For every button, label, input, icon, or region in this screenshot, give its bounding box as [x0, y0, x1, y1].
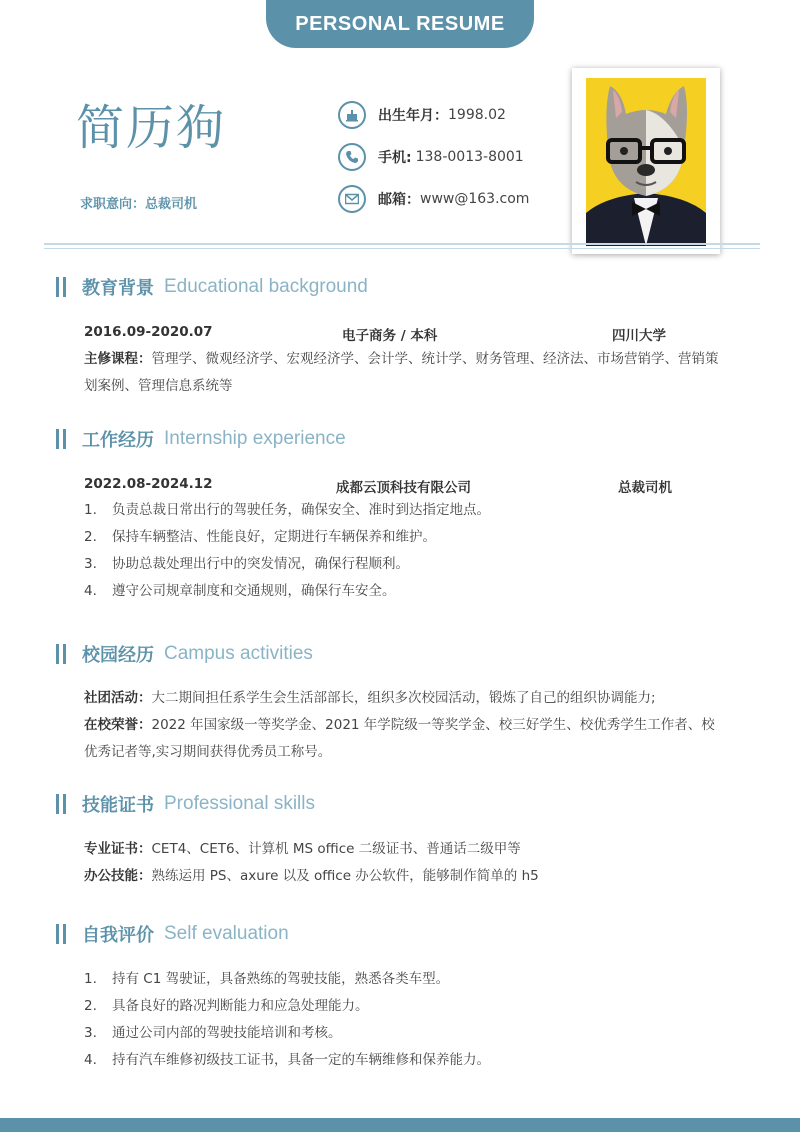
- section-bars-icon: [56, 644, 70, 664]
- contact-label: 邮箱：: [378, 192, 420, 208]
- candidate-name: 简历狗: [76, 100, 227, 156]
- education-row: [84, 324, 724, 344]
- list-item: 4. 遵守公司规章制度和交通规则，确保行车安全。: [84, 583, 396, 599]
- contact-value: www@163.com: [420, 191, 530, 207]
- education-major: 电子商务 / 本科: [342, 328, 438, 344]
- section-bars-icon: [56, 429, 70, 449]
- section-self-eval-header: [56, 921, 289, 947]
- list-item: 2. 具备良好的路况判断能力和应急处理能力。: [84, 998, 369, 1014]
- work-period: 2022.08-2024.12: [84, 476, 213, 492]
- job-intent: 求职意向：总裁司机: [80, 197, 198, 212]
- divider: [44, 243, 760, 245]
- list-item: 4. 持有汽车维修初级技工证书，具备一定的车辆维修和保养能力。: [84, 1052, 490, 1068]
- self-eval-list: [84, 966, 724, 1074]
- skills-office: [84, 863, 724, 890]
- section-title-cn: 校园经历: [82, 645, 154, 666]
- club-label: 社团活动：: [84, 690, 152, 706]
- honor-text: 2022 年国家级一等奖学金、2021 年学院级一等奖学金、校三好学生、校优秀学生工作者、校优秀记者等,实习期间获得优秀员工称号。: [84, 717, 715, 760]
- education-courses: [84, 346, 724, 400]
- list-item: 2. 保持车辆整洁、性能良好，定期进行车辆保养和维护。: [84, 529, 436, 545]
- contact-value: 1998.02: [448, 107, 506, 123]
- profile-photo-frame: [572, 68, 720, 254]
- divider: [44, 248, 760, 249]
- campus-honor: [84, 712, 724, 766]
- campus-club: [84, 685, 724, 712]
- section-title-cn: 自我评价: [82, 925, 154, 946]
- contact-label: 出生年月：: [378, 108, 448, 124]
- office-label: 办公技能：: [84, 868, 152, 884]
- section-campus-header: [56, 641, 313, 667]
- courses-label: 主修课程：: [84, 351, 152, 367]
- cert-text: CET4、CET6、计算机 MS office 二级证书、普通话二级甲等: [151, 841, 521, 857]
- club-text: 大二期间担任系学生会生活部部长，组织多次校园活动，锻炼了自己的组织协调能力;: [151, 690, 656, 706]
- contact-value: 138-0013-8001: [415, 149, 524, 165]
- list-item: 3. 协助总裁处理出行中的突发情况，确保行程顺利。: [84, 556, 409, 572]
- education-period: 2016.09-2020.07: [84, 324, 213, 340]
- section-education-header: [56, 274, 368, 300]
- contact-email: [338, 185, 529, 213]
- section-title-en: Professional skills: [164, 793, 315, 814]
- work-position: 总裁司机: [618, 480, 672, 496]
- section-title-en: Campus activities: [164, 643, 313, 664]
- contact-birth: [338, 101, 506, 129]
- section-bars-icon: [56, 794, 70, 814]
- section-bars-icon: [56, 277, 70, 297]
- section-title-cn: 技能证书: [82, 795, 154, 816]
- office-text: 熟练运用 PS、axure 以及 office 办公软件，能够制作简单的 h5: [151, 868, 539, 884]
- section-bars-icon: [56, 924, 70, 944]
- contact-phone: [338, 143, 524, 171]
- education-school: 四川大学: [612, 328, 666, 344]
- courses-text: 管理学、微观经济学、宏观经济学、会计学、统计学、财务管理、经济法、市场营销学、营销策划案例、管理信息系统等: [84, 351, 719, 394]
- section-title-en: Educational background: [164, 276, 368, 297]
- skills-cert: [84, 836, 724, 863]
- section-skills-header: [56, 791, 315, 817]
- resume-banner: PERSONAL RESUME: [266, 0, 534, 48]
- profile-photo: [586, 78, 706, 246]
- work-row: [84, 476, 724, 496]
- list-item: 1. 负责总裁日常出行的驾驶任务，确保安全、准时到达指定地点。: [84, 502, 490, 518]
- email-icon: [338, 185, 366, 213]
- section-title-en: Internship experience: [164, 428, 346, 449]
- cert-label: 专业证书：: [84, 841, 152, 857]
- section-title-en: Self evaluation: [164, 923, 289, 944]
- cake-icon: [338, 101, 366, 129]
- honor-label: 在校荣誉：: [84, 717, 152, 733]
- work-company: 成都云顶科技有限公司: [336, 480, 471, 496]
- section-work-header: [56, 426, 346, 452]
- contact-label: 手机:: [378, 150, 412, 166]
- section-title-cn: 工作经历: [82, 430, 154, 451]
- list-item: 1. 持有 C1 驾驶证，具备熟练的驾驶技能，熟悉各类车型。: [84, 971, 450, 987]
- section-title-cn: 教育背景: [82, 278, 154, 299]
- list-item: 3. 通过公司内部的驾驶技能培训和考核。: [84, 1025, 342, 1041]
- phone-icon: [338, 143, 366, 171]
- work-duties-list: [84, 497, 724, 605]
- footer-bar: [0, 1118, 800, 1132]
